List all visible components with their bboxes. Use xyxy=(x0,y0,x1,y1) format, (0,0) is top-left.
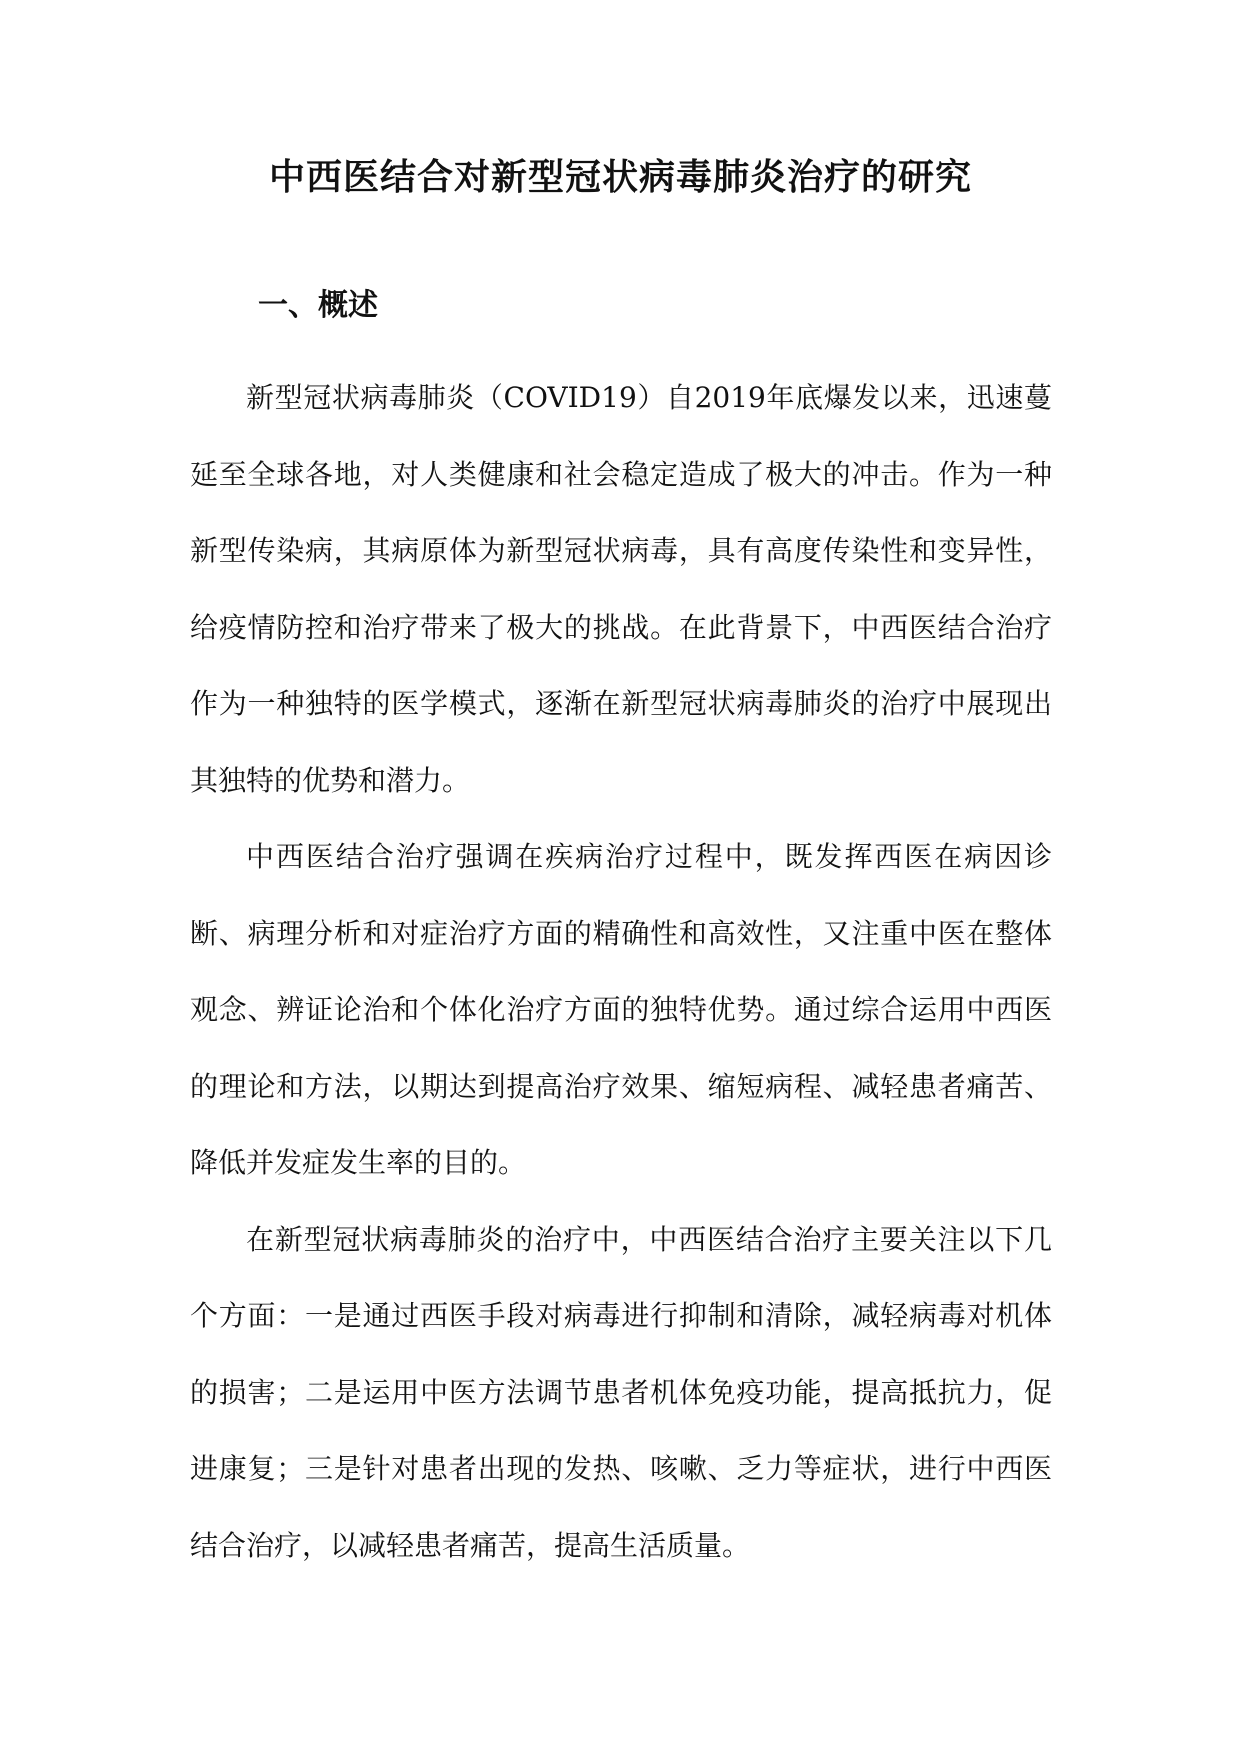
paragraph: 新型冠状病毒肺炎（COVID19）自2019年底爆发以来，迅速蔓延至全球各地，对人类健康和社会稳定造成了极大的冲击。作为一种新型传染病，其病原体为新型冠状病毒，具有高度传染性和变异性，给疫情防控和治疗带来了极大的挑战。在此背景下，中西医结合治疗作为一种独特的医学模式，逐渐在新型冠状病毒肺炎的治疗中展现出其独特的优势和潜力。 xyxy=(190,381,1052,797)
document-title: 中西医结合对新型冠状病毒肺炎治疗的研究 xyxy=(268,157,972,198)
body-text xyxy=(190,360,1052,1584)
section-heading: 一、概述 xyxy=(258,288,378,323)
paragraph: 中西医结合治疗强调在疾病治疗过程中，既发挥西医在病因诊断、病理分析和对症治疗方面的精确性和高效性，又注重中医在整体观念、辨证论治和个体化治疗方面的独特优势。通过综合运用中西医的理论和方法，以期达到提高治疗效果、缩短病程、减轻患者痛苦、降低并发症发生率的目的。 xyxy=(190,840,1052,1179)
paragraph: 在新型冠状病毒肺炎的治疗中，中西医结合治疗主要关注以下几个方面：一是通过西医手段对病毒进行抑制和清除，减轻病毒对机体的损害；二是运用中医方法调节患者机体免疫功能，提高抵抗力，促进康复；三是针对患者出现的发热、咳嗽、乏力等症状，进行中西医结合治疗，以减轻患者痛苦，提高生活质量。 xyxy=(190,1222,1052,1562)
